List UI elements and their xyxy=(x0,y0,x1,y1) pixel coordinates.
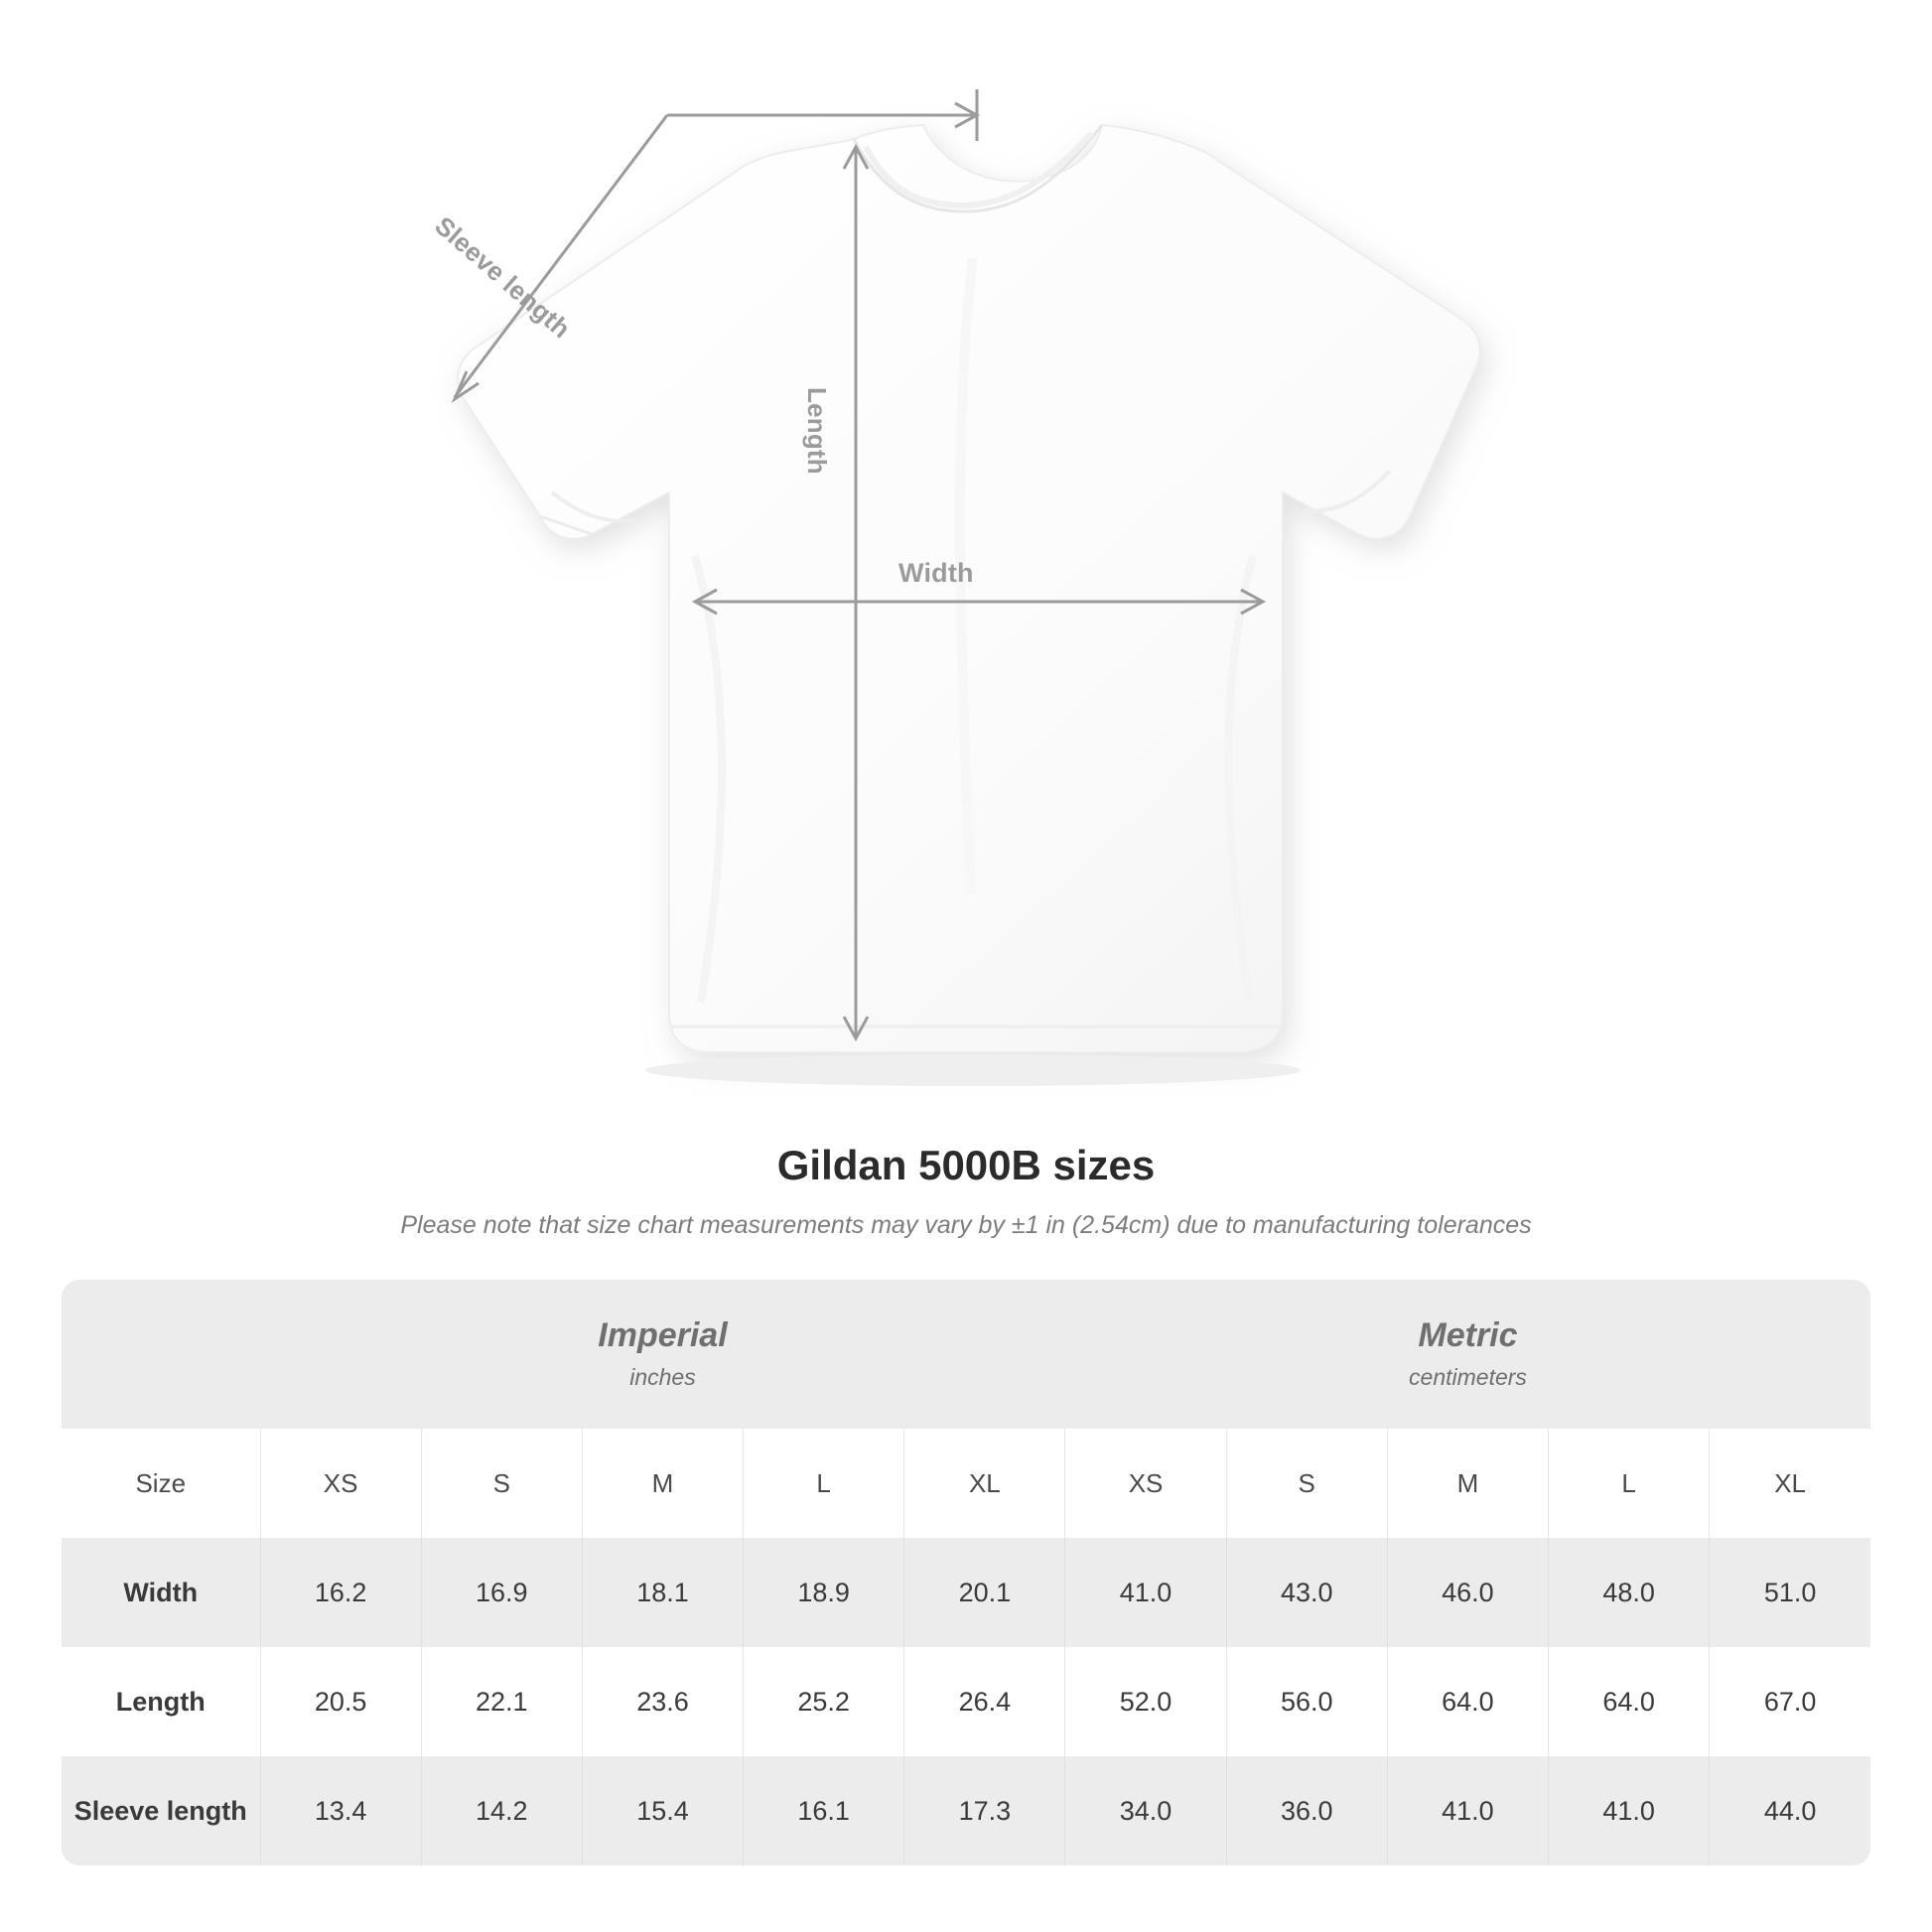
unit-corner-cell xyxy=(62,1280,260,1429)
row-label-length: Length xyxy=(62,1647,260,1756)
table-row xyxy=(62,1647,1870,1756)
cell-width-l-cm: 48.0 xyxy=(1549,1538,1710,1647)
cell-width-s-in: 16.9 xyxy=(421,1538,582,1647)
table-row xyxy=(62,1756,1870,1865)
cell-width-m-cm: 46.0 xyxy=(1387,1538,1548,1647)
cell-length-xl-cm: 67.0 xyxy=(1710,1647,1870,1756)
size-table xyxy=(62,1280,1870,1865)
cell-width-xl-in: 20.1 xyxy=(904,1538,1065,1647)
cell-length-xl-in: 26.4 xyxy=(904,1647,1065,1756)
size-col-header: L xyxy=(1549,1429,1710,1538)
cell-sleeve-m-in: 15.4 xyxy=(582,1756,743,1865)
unit-metric-sub: centimeters xyxy=(1409,1364,1527,1391)
cell-sleeve-xl-in: 17.3 xyxy=(904,1756,1065,1865)
cell-sleeve-m-cm: 41.0 xyxy=(1387,1756,1548,1865)
unit-group-imperial xyxy=(260,1280,1065,1429)
size-col-header: XL xyxy=(1710,1429,1870,1538)
unit-header-row xyxy=(62,1280,1870,1429)
size-col-header: XL xyxy=(904,1429,1065,1538)
cell-length-s-cm: 56.0 xyxy=(1226,1647,1387,1756)
cell-sleeve-l-in: 16.1 xyxy=(744,1756,904,1865)
cell-width-m-in: 18.1 xyxy=(582,1538,743,1647)
unit-group-metric xyxy=(1065,1280,1870,1429)
cell-length-l-cm: 64.0 xyxy=(1549,1647,1710,1756)
cell-length-xs-in: 20.5 xyxy=(260,1647,421,1756)
cell-sleeve-s-in: 14.2 xyxy=(421,1756,582,1865)
cell-sleeve-xs-in: 13.4 xyxy=(260,1756,421,1865)
size-col-header: S xyxy=(421,1429,582,1538)
cell-width-xs-in: 16.2 xyxy=(260,1538,421,1647)
page-title: Gildan 5000B sizes xyxy=(776,1142,1156,1188)
unit-imperial-sub: inches xyxy=(629,1364,696,1391)
size-col-header: XS xyxy=(260,1429,421,1538)
cell-length-m-in: 23.6 xyxy=(582,1647,743,1756)
size-header-row xyxy=(62,1429,1870,1538)
table-row xyxy=(62,1538,1870,1647)
unit-metric-name: Metric xyxy=(1418,1315,1518,1354)
tolerance-note: Please note that size chart measurements may vary by ±1 in (2.54cm) due to manufacturing tolerances xyxy=(400,1211,1532,1239)
width-dimension-label: Width xyxy=(898,558,974,588)
row-label-sleeve-length: Sleeve length xyxy=(62,1756,260,1865)
cell-sleeve-l-cm: 41.0 xyxy=(1549,1756,1710,1865)
sleeve-length-dimension-label: Sleeve length xyxy=(429,210,577,345)
size-col-header: L xyxy=(744,1429,904,1538)
length-dimension-label: Length xyxy=(802,387,832,475)
row-label-width: Width xyxy=(62,1538,260,1647)
cell-width-s-cm: 43.0 xyxy=(1226,1538,1387,1647)
cell-width-xs-cm: 41.0 xyxy=(1065,1538,1226,1647)
size-col-header: S xyxy=(1226,1429,1387,1538)
cell-length-s-in: 22.1 xyxy=(421,1647,582,1756)
cell-sleeve-xs-cm: 34.0 xyxy=(1065,1756,1226,1865)
unit-imperial-name: Imperial xyxy=(598,1315,728,1354)
size-table-wrapper xyxy=(62,1280,1870,1865)
size-col-header: M xyxy=(1387,1429,1548,1538)
cell-length-l-in: 25.2 xyxy=(744,1647,904,1756)
cell-width-xl-cm: 51.0 xyxy=(1710,1538,1870,1647)
size-corner-label: Size xyxy=(62,1429,260,1538)
cell-sleeve-xl-cm: 44.0 xyxy=(1710,1756,1870,1865)
cell-width-l-in: 18.9 xyxy=(744,1538,904,1647)
cell-length-xs-cm: 52.0 xyxy=(1065,1647,1226,1756)
cell-length-m-cm: 64.0 xyxy=(1387,1647,1548,1756)
size-col-header: XS xyxy=(1065,1429,1226,1538)
size-col-header: M xyxy=(582,1429,743,1538)
cell-sleeve-s-cm: 36.0 xyxy=(1226,1756,1387,1865)
